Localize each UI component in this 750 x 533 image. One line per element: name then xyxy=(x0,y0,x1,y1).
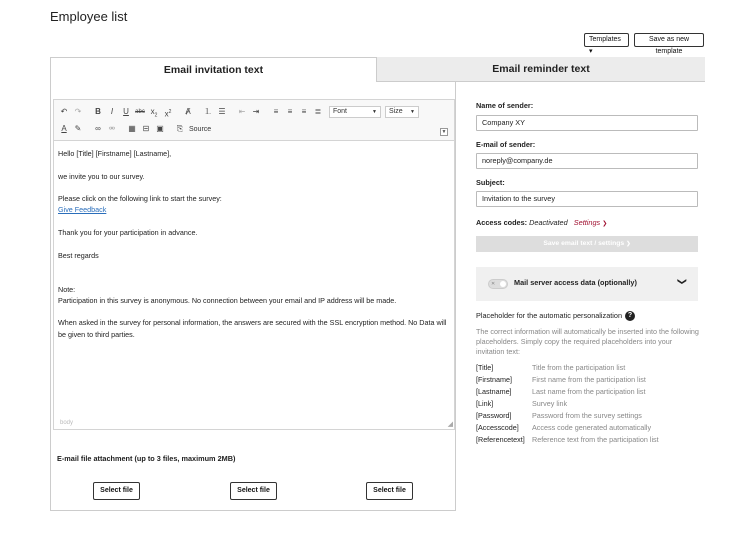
placeholder-title-text: Placeholder for the automatic personalization xyxy=(476,311,623,320)
placeholder-desc: Reference text from the participation list xyxy=(532,435,659,444)
attachment-title: E-mail file attachment (up to 3 files, maximum 2MB) xyxy=(57,454,236,463)
save-button-label: Save email text / settings xyxy=(543,240,625,247)
element-path: body xyxy=(60,420,74,426)
placeholder-row xyxy=(476,362,700,374)
save-email-settings-button[interactable] xyxy=(476,236,698,252)
editor-toolbar xyxy=(54,100,454,141)
placeholder-desc: Title from the participation list xyxy=(532,363,626,372)
font-select[interactable] xyxy=(329,106,381,118)
placeholder-row xyxy=(476,374,700,386)
collapse-toolbar-icon[interactable]: ▼ xyxy=(441,129,447,135)
access-codes-row xyxy=(476,218,699,227)
sender-name-label: Name of sender: xyxy=(476,101,534,110)
placeholder-desc: First name from the participation list xyxy=(532,375,646,384)
access-codes-status: Deactivated xyxy=(529,218,568,227)
rich-text-editor xyxy=(53,99,455,430)
placeholder-row xyxy=(476,398,700,410)
placeholder-row xyxy=(476,434,700,446)
help-icon[interactable]: ? xyxy=(625,311,635,321)
link-icon[interactable]: ∞ xyxy=(95,124,101,133)
remove-format-icon[interactable]: Ⱥ xyxy=(185,107,191,116)
chevron-down-icon: ▼ xyxy=(410,109,415,115)
placeholder-desc: Survey link xyxy=(532,399,568,408)
text-line: Hello [Title] [Firstname] [Lastname], xyxy=(58,149,172,158)
email-text-panel xyxy=(50,82,456,511)
background-color-icon[interactable]: ✎ xyxy=(74,124,82,133)
source-button[interactable]: Source xyxy=(189,125,212,133)
size-select[interactable] xyxy=(385,106,419,118)
placeholder-key: [Referencetext] xyxy=(476,435,525,444)
placeholder-key: [Password] xyxy=(476,411,512,420)
numbered-list-icon[interactable]: ⒈ xyxy=(204,107,212,116)
give-feedback-link[interactable]: Give Feedback xyxy=(58,205,107,215)
subject-label: Subject: xyxy=(476,178,505,187)
placeholder-desc: Access code generated automatically xyxy=(532,423,652,432)
text-line: Please click on the following link to start the survey: xyxy=(58,194,222,204)
text-line: When asked in the survey for personal information, the answers are secured with the SSL encryption method. No Data will be given to third parties. xyxy=(58,318,447,339)
subscript-icon[interactable]: $x_2$ xyxy=(150,107,158,119)
text-line: Note: xyxy=(58,284,76,294)
horizontal-line-icon[interactable]: ⊟ xyxy=(142,124,150,133)
templates-label: Templates xyxy=(589,36,621,43)
align-justify-icon[interactable]: ≣ xyxy=(314,107,322,116)
bold-icon[interactable]: B xyxy=(95,107,101,116)
outdent-icon[interactable]: ⇤ xyxy=(238,107,246,116)
select-file-button-2[interactable]: Select file xyxy=(230,482,277,500)
placeholder-section-title xyxy=(476,311,699,321)
mail-server-section[interactable] xyxy=(476,267,698,301)
unlink-icon[interactable]: ⚮ xyxy=(108,124,116,133)
font-select-value: Font xyxy=(333,108,348,115)
chevron-down-icon[interactable]: ❯ xyxy=(677,277,688,286)
align-center-icon[interactable]: ≡ xyxy=(287,107,293,116)
text-line: Thank you for your participation in advance. xyxy=(58,228,198,238)
chevron-down-icon: ▾ xyxy=(589,48,593,55)
underline-icon[interactable]: U xyxy=(123,107,129,116)
italic-icon[interactable]: I xyxy=(110,107,114,116)
sender-email-input[interactable]: noreply@company.de xyxy=(476,153,698,169)
editor-content[interactable] xyxy=(58,148,452,340)
bullet-list-icon[interactable]: ☰ xyxy=(218,107,226,116)
align-right-icon[interactable]: ≡ xyxy=(301,107,307,116)
save-as-template-button[interactable]: Save as new template xyxy=(634,33,704,47)
select-file-button-1[interactable]: Select file xyxy=(93,482,140,500)
indent-icon[interactable]: ⇥ xyxy=(252,107,260,116)
placeholder-description: The correct information will automatically be inserted into the following placeholders. Simply copy the required placeholders into your invitation text: xyxy=(476,327,699,356)
placeholder-key: [Accesscode] xyxy=(476,423,519,432)
sender-name-input[interactable]: Company XY xyxy=(476,115,698,131)
size-select-value: Size xyxy=(389,108,403,115)
placeholder-row xyxy=(476,410,700,422)
placeholder-key: [Firstname] xyxy=(476,375,512,384)
placeholder-row xyxy=(476,422,700,434)
placeholder-list xyxy=(476,362,700,446)
superscript-icon[interactable]: $x^2$ xyxy=(164,109,172,119)
image-icon[interactable]: ▣ xyxy=(156,124,164,133)
chevron-right-icon: ❯ xyxy=(626,241,631,247)
tab-invitation-text[interactable]: Email invitation text xyxy=(50,57,377,82)
templates-dropdown[interactable] xyxy=(584,33,629,55)
undo-icon[interactable]: ↶ xyxy=(60,107,68,116)
tab-reminder-text[interactable]: Email reminder text xyxy=(377,57,705,82)
table-icon[interactable]: ▦ xyxy=(128,124,136,133)
select-file-button-3[interactable]: Select file xyxy=(366,482,413,500)
placeholder-key: [Lastname] xyxy=(476,387,512,396)
page-title: Employee list xyxy=(50,9,128,24)
text-line: Participation in this survey is anonymous. No connection between your email and IP address will be made. xyxy=(58,295,397,305)
text-line: Best regards xyxy=(58,250,99,260)
chevron-down-icon: ▼ xyxy=(372,109,377,115)
mail-server-label: Mail server access data (optionally) xyxy=(514,278,637,287)
placeholder-key: [Title] xyxy=(476,363,494,372)
placeholder-row xyxy=(476,386,700,398)
subject-input[interactable]: Invitation to the survey xyxy=(476,191,698,207)
mail-server-toggle[interactable]: ✕ xyxy=(488,279,508,289)
placeholder-key: [Link] xyxy=(476,399,494,408)
tab-bar xyxy=(50,57,705,82)
redo-icon[interactable]: ↷ xyxy=(74,107,82,116)
align-left-icon[interactable]: ≡ xyxy=(273,107,279,116)
resize-handle-icon[interactable]: ◢ xyxy=(447,421,453,428)
text-color-icon[interactable]: A xyxy=(61,124,67,133)
access-codes-label: Access codes: xyxy=(476,218,528,227)
chevron-right-icon[interactable]: ❯ xyxy=(602,221,608,227)
sender-email-label: E-mail of sender: xyxy=(476,140,536,149)
placeholder-desc: Password from the survey settings xyxy=(532,411,642,420)
placeholder-desc: Last name from the participation list xyxy=(532,387,646,396)
text-line: we invite you to our survey. xyxy=(58,171,145,181)
access-settings-link[interactable]: Settings xyxy=(573,218,601,227)
source-icon[interactable]: ⎘ xyxy=(176,124,184,133)
strikethrough-icon[interactable]: abc xyxy=(135,109,145,115)
